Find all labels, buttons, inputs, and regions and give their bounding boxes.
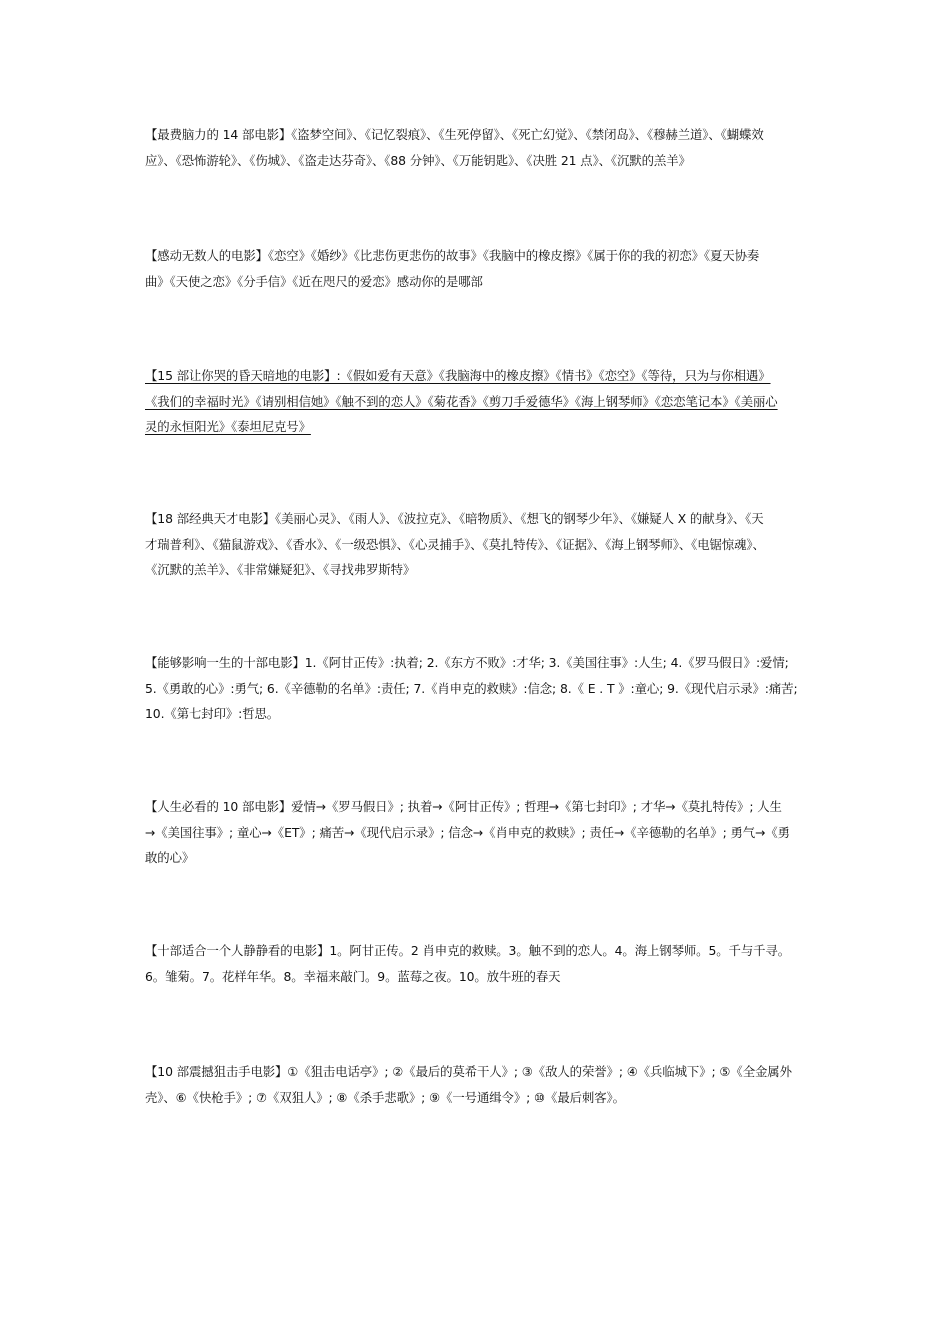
paragraph-line: 壳》、⑥《快枪手》; ⑦《双狙人》; ⑧《杀手悲歌》; ⑨《一号通缉令》; ⑩《最后刺客》。 <box>145 1089 625 1105</box>
paragraph-line: 【最费脑力的 14 部电影】《盗梦空间》、《记忆裂痕》、《生死停留》、《死亡幻觉》、《禁闭岛》、《穆赫兰道》、《蝴蝶效 <box>145 127 764 142</box>
paragraph-must-see-movies <box>145 794 812 871</box>
paragraph-line: 【十部适合一个人静静看的电影】1。阿甘正传。2 肖申克的救赎。3。触不到的恋人。4。海上钢琴师。5。千与千寻。 <box>145 943 790 958</box>
paragraph-touching-movies <box>145 243 812 294</box>
paragraph-line: 6。雏菊。7。花样年华。8。幸福来敲门。9。蓝莓之夜。10。放牛班的春天 <box>145 968 561 984</box>
paragraph-line: 【18 部经典天才电影】《美丽心灵》、《雨人》、《波拉克》、《暗物质》、《想飞的钢琴少年》、《嫌疑人 X 的献身》、《天 <box>145 511 764 526</box>
paragraph-line: 敢的心》 <box>145 850 195 865</box>
paragraph-line: 《我们的幸福时光》《请别相信她》《触不到的恋人》《菊花香》《剪刀手爱德华》《海上钢琴师》《恋恋笔记本》《美丽心 <box>145 393 778 409</box>
paragraph-line: 【人生必看的 10 部电影】爱情→《罗马假日》; 执着→《阿甘正传》; 哲理→《第七封印》; 才华→《莫扎特传》; 人生 <box>145 799 782 814</box>
paragraph-life-changing-movies <box>145 650 812 727</box>
paragraph-line: 才瑞普利》、《猫鼠游戏》、《香水》、《一级恐惧》、《心灵捕手》、《莫扎特传》、《证据》、《海上钢琴师》、《电锯惊魂》、 <box>145 536 765 552</box>
paragraph-line: 【10 部震撼狙击手电影】①《狙击电话亭》; ②《最后的莫希干人》; ③《敌人的荣誉》; ④《兵临城下》; ⑤《全金属外 <box>145 1064 792 1079</box>
paragraph-watch-alone-movies <box>145 938 812 989</box>
paragraph-line: 10.《第七封印》:哲思。 <box>145 706 280 721</box>
paragraph-line: 曲》《天使之恋》《分手信》《近在咫尺的爱恋》感动你的是哪部 <box>145 273 483 289</box>
paragraph-line: 【15 部让你哭的昏天暗地的电影】:《假如爱有天意》《我脑海中的橡皮擦》《情书》《恋空》《等待，只为与你相遇》 <box>145 368 771 383</box>
paragraph-line: 5.《勇敢的心》:勇气; 6.《辛德勒的名单》:责任; 7.《肖申克的救赎》:信念; 8.《 E . T 》:童心; 9.《现代启示录》:痛苦; <box>145 680 798 696</box>
paragraph-line: 灵的永恒阳光》《泰坦尼克号》 <box>145 419 311 434</box>
paragraph-genius-movies <box>145 506 812 583</box>
paragraph-line: 【能够影响一生的十部电影】1.《阿甘正传》:执着; 2.《东方不败》:才华; 3.《美国往事》:人生; 4.《罗马假日》:爱情; <box>145 655 789 670</box>
paragraph-line: 应》、《恐怖游轮》、《伤城》、《盗走达芬奇》、《88 分钟》、《万能钥匙》、《决胜 21 点》、《沉默的羔羊》 <box>145 152 691 168</box>
paragraph-sniper-movies <box>145 1059 812 1110</box>
paragraph-line: 《沉默的羔羊》、《非常嫌疑犯》、《寻找弗罗斯特》 <box>145 562 416 577</box>
paragraph-line: →《美国往事》; 童心→《ET》; 痛苦→《现代启示录》; 信念→《肖申克的救赎》; 责任→《辛德勒的名单》; 勇气→《勇 <box>145 824 790 840</box>
paragraph-brain-burning-movies <box>145 122 812 173</box>
paragraph-tearjerker-movies <box>145 363 812 440</box>
paragraph-line: 【感动无数人的电影】《恋空》《婚纱》《比悲伤更悲伤的故事》《我脑中的橡皮擦》《属于你的我的初恋》《夏天协奏 <box>145 248 760 263</box>
